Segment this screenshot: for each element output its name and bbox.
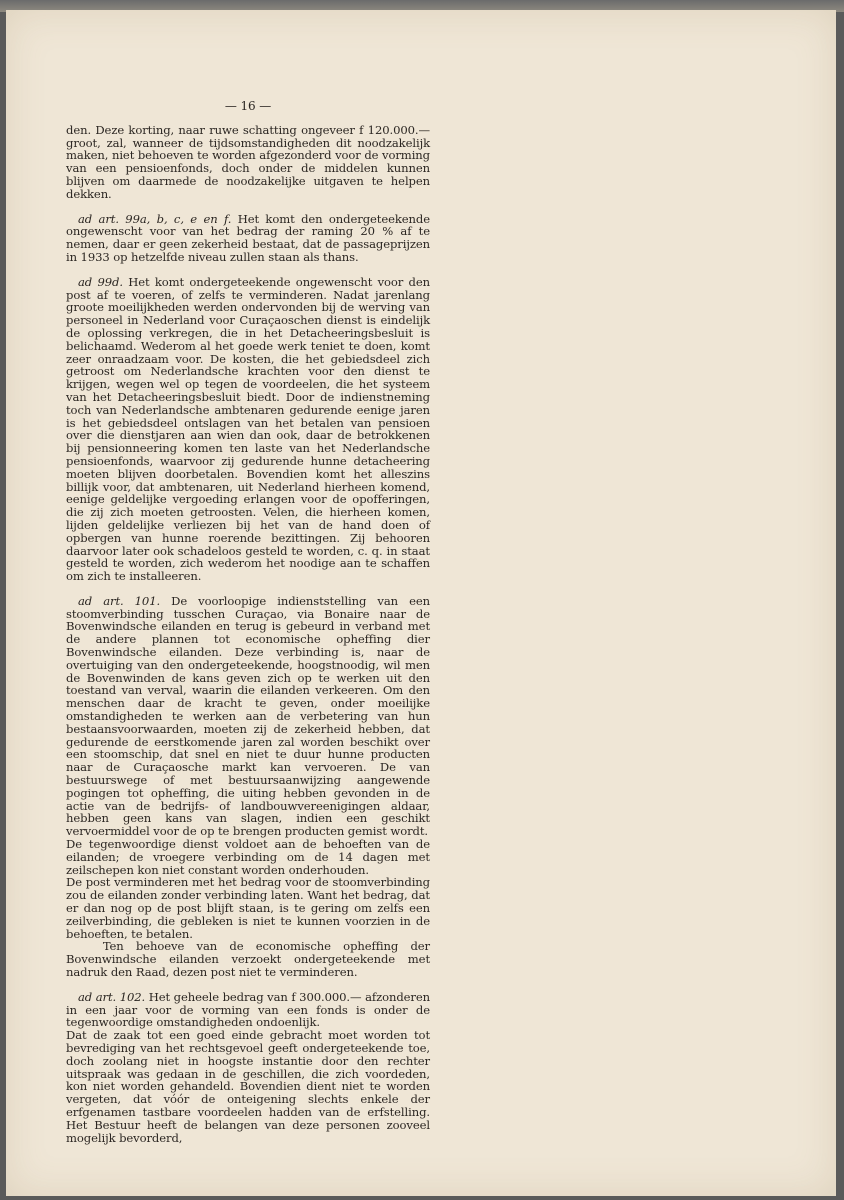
- article-reference: ad art. 101.: [78, 593, 161, 608]
- page-text-column: [66, 100, 430, 1144]
- paragraph: [66, 1029, 430, 1144]
- article-reference: ad art. 99a, b, c, e en f.: [78, 211, 232, 226]
- paragraph: [66, 838, 430, 876]
- paragraph-art-101: [66, 595, 430, 838]
- paragraph-text: De voorloopige indienststelling van een stoomverbinding tusschen Curaçao, via Bonaire naar de Bovenwindsche eilanden en terug is gebeurd in verband met de andere plannen tot economische opheffing dier Bovenwindsche eilanden. Deze verbinding is, naar de overtuiging van den ondergeteekende, hoogstnoodig, wil men de Bovenwinden de kans geven zich op te werken uit den toestand van verval, waarin die eilanden verkeeren. Om den menschen daar de kracht te geven, onder moeilijke omstandigheden te werken aan de verbetering van hun bestaansvoorwaarden, moeten zij de zekerheid hebben, dat gedurende de eerstkomende jaren zal worden beschikt over een stoomschip, dat snel en niet te duur hunne producten naar de Curaçaosche markt kan vervoeren. De van bestuurswege of met bestuursaanwijzing aangewende pogingen tot opheffing, die uiting hebben gevonden in de actie van de bedrijfs- of landbouwvereenigingen aldaar, hebben geen kans van slagen, indien een geschikt vervoermiddel voor de op te brengen producten gemist wordt.: [66, 593, 430, 839]
- paragraph-text: Het komt den ondergeteekende ongewenscht voor van het bedrag der raming 20 % af te nemen, daar er geen zekerheid bestaat, dat de passageprijzen in 1933 op hetzelfde niveau zullen staan als thans.: [66, 211, 430, 264]
- article-reference: ad art. 102.: [78, 989, 146, 1004]
- paragraph-text: den. Deze korting, naar ruwe schatting ongeveer f 120.000.— groot, zal, wanneer de tijdsomstandigheden dit noodzakelijk maken, niet behoeven te worden afgezonderd voor de vorming van een pensioenfonds, doch onder de middelen kunnen blijven om daarmede de noodzakelijke uitgaven te helpen dekken.: [66, 122, 430, 201]
- paragraph-text: Ten behoeve van de economische opheffing der Bovenwindsche eilanden verzoekt ondergeteekende met nadruk den Raad, dezen post niet te verminderen.: [66, 939, 430, 979]
- paragraph-art-102: [66, 991, 430, 1029]
- paragraph-art-99a: [66, 213, 430, 264]
- paragraph-text: Het geheele bedrag van f 300.000.— afzonderen in een jaar voor de vorming van een fonds is onder de tegenwoordige omstandigheden ondoenlijk.: [66, 989, 430, 1030]
- document-page: [6, 10, 836, 1196]
- paragraph: [66, 876, 430, 940]
- paragraph-continuation: [66, 124, 430, 201]
- paragraph-text: Dat de zaak tot een goed einde gebracht moet worden tot bevrediging van het rechtsgevoel geeft ondergeteekende toe, doch zoolang niet in hoogste instantie door den rechter uitspraak was gedaan in de geschillen, die zich voordeden, kon niet worden gehandeld. Bovendien dient niet te worden vergeten, dat vóór de onteigening slechts enkele der erfgenamen tastbare voordeelen hadden van de erfstelling. Het Bestuur heeft de belangen van deze personen zooveel mogelijk bevorderd,: [66, 1028, 430, 1145]
- paragraph-text: De post verminderen met het bedrag voor de stoomverbinding zou de eilanden zonder verbinding laten. Want het bedrag, dat er dan nog op de post blijft staan, is te gering om zelfs een zeilverbinding, die gebleken is niet te kunnen voorzien in de behoeften, te betalen.: [66, 875, 430, 941]
- paragraph-art-99d: [66, 276, 430, 583]
- paragraph-text: Het komt ondergeteekende ongewenscht voor den post af te voeren, of zelfs te verminderen. Nadat jarenlang groote moeilijkheden werden ondervonden bij de werving van personeel in Nederland voor Curaçaoschen dienst is eindelijk de oplossing verkregen, die in het Detacheeringsbesluit is belichaamd. Wederom al het goede werk teniet te doen, komt zeer onraadzaam voor. De kosten, die het gebiedsdeel zich getroost om Nederlandsche krachten voor den dienst te krijgen, wegen wel op tegen de voordeelen, die het systeem van het Detacheeringsbesluit biedt. Door de indienstneming toch van Nederlandsche ambtenaren gedurende eenige jaren is het gebiedsdeel ontslagen van het betalen van pensioen over die dienstjaren aan wien dan ook, daar de betrokkenen bij pensionneering komen ten laste van het Nederlandsche pensioenfonds, waarvoor zij gedurende hunne detacheering moeten blijven doorbetalen. Bovendien komt het alleszins billijk voor, dat ambtenaren, uit Nederland hierheen komend, eenige geldelijke vergoeding erlangen voor de opofferingen, die zij zich moeten getroosten. Velen, die hierheen komen, lijden geldelijke verliezen bij het van de hand doen of opbergen van hunne roerende bezittingen. Zij behooren daarvoor later ook schadeloos gesteld te worden, c. q. in staat gesteld te worden, zich wederom het noodige aan te schaffen om zich te installeeren.: [66, 274, 430, 584]
- article-reference: ad 99d.: [78, 274, 123, 289]
- paragraph-text: De tegenwoordige dienst voldoet aan de behoeften van de eilanden; de vroegere verbinding om de 14 dagen met zeilschepen kon niet constant worden onderhouden.: [66, 837, 430, 877]
- paragraph: [66, 940, 430, 978]
- page-number: — 16 —: [224, 99, 272, 113]
